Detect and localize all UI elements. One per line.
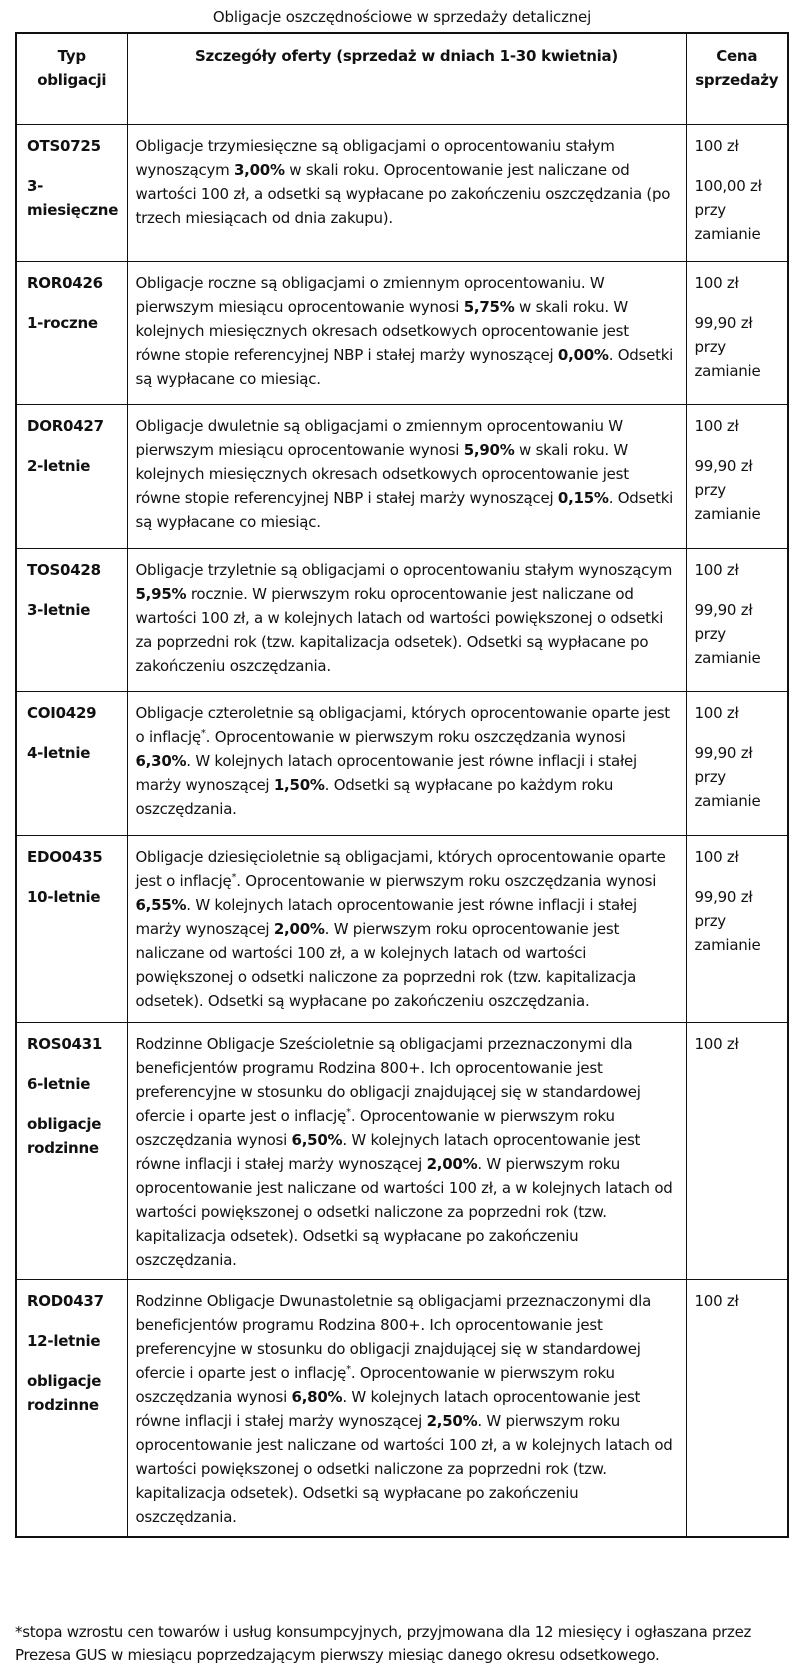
bond-code: ROD0437: [27, 1292, 104, 1310]
description-text: w skali roku. W kolejnych miesięcznych okresach odsetkowych oprocentowanie jest równe stopie referencyjnej NBP i stałej marży wynoszącej: [135, 441, 629, 507]
description-text: . W pierwszym roku oprocentowanie jest naliczane od wartości 100 zł, a w kolejnych latach od wartości powiększonej o odsetki naliczone za poprzedni rok (tzw. kapitalizacja odsetek). Odsetki są wypłacane po zakończeniu oszczędzania.: [135, 1155, 673, 1269]
bond-code: ROS0431: [27, 1035, 103, 1053]
offer-description: [136, 558, 676, 678]
table-row: [16, 1280, 788, 1537]
swap-price: 99,90 zł przy zamianie: [694, 457, 761, 523]
footnote-marker: *: [231, 872, 237, 883]
table-row: [16, 1023, 788, 1280]
bond-term: 1-roczne: [27, 314, 98, 332]
table-caption: Obligacje oszczędnościowe w sprzedaży detalicznej: [212, 8, 592, 26]
footnote-marker: *: [346, 1107, 351, 1118]
swap-price: 99,90 zł przy zamianie: [694, 314, 761, 380]
interest-rate-value: 3,00%: [233, 161, 285, 179]
bond-type-cell: [16, 549, 127, 692]
interest-rate-value: 2,00%: [273, 920, 325, 938]
footnote-marker: *: [200, 728, 206, 739]
interest-rate-value: 6,55%: [135, 896, 187, 914]
swap-price: 99,90 zł przy zamianie: [694, 601, 761, 667]
bond-code: ROR0426: [27, 274, 103, 292]
description-text: Obligacje dwuletnie są obligacjami o zmiennym oprocentowaniu W pierwszym miesiącu oprocentowanie wynosi: [135, 417, 623, 459]
table-row: [16, 125, 788, 262]
bond-code: OTS0725: [27, 137, 101, 155]
interest-rate-value: 0,00%: [557, 346, 609, 364]
interest-rate-value: 6,50%: [291, 1131, 343, 1149]
swap-price: 99,90 zł przy zamianie: [694, 888, 761, 954]
description-text: Rodzinne Obligacje Sześcioletnie są obligacjami przeznaczonymi dla beneficjentów programu Rodzina 800+. Ich oprocentowanie jest preferencyjne w stosunku do obligacji znajdującej się w standardowej ofercie i oparte jest o inflację: [135, 1035, 641, 1125]
bond-term: 2-letnie: [27, 457, 91, 475]
header-price: Cena sprzedaży: [686, 33, 788, 125]
header-details: Szczegóły oferty (sprzedaż w dniach 1-30 kwietnia): [127, 33, 686, 125]
bond-term: 3-letnie: [27, 601, 91, 619]
bond-category: obligacje rodzinne: [27, 1372, 102, 1414]
description-text: rocznie. W pierwszym roku oprocentowanie jest naliczane od wartości 100 zł, a w kolejnych latach od wartości powiększonej o odsetki za poprzedni rok (tzw. kapitalizacja odsetek). Odsetki są wypłacane po zakończeniu oszczędzania.: [135, 585, 664, 675]
description-text: Obligacje trzymiesięczne są obligacjami o oprocentowaniu stałym wynoszącym: [135, 137, 615, 179]
bond-type-cell: [16, 836, 127, 1023]
bond-code: DOR0427: [27, 417, 104, 435]
description-text: w skali roku. Oprocentowanie jest naliczane od wartości 100 zł, a odsetki są wypłacane po zakończeniu oszczędzania (po trzech miesiącach od dnia zakupu).: [135, 161, 671, 227]
description-text: . Oprocentowanie w pierwszym roku oszczędzania wynosi: [205, 728, 626, 746]
offer-details-cell: [127, 262, 686, 405]
bond-type-cell: [16, 405, 127, 549]
interest-rate-value: 5,95%: [135, 585, 187, 603]
price-cell: [686, 405, 788, 549]
interest-rate-value: 6,30%: [135, 752, 187, 770]
price-cell: [686, 1280, 788, 1537]
price-cell: [686, 692, 788, 836]
swap-price: 99,90 zł przy zamianie: [694, 744, 761, 810]
offer-description: [136, 1289, 676, 1529]
description-text: . Odsetki są wypłacane co miesiąc.: [135, 346, 674, 388]
table-row: [16, 836, 788, 1023]
price-cell: [686, 262, 788, 405]
bonds-table: [15, 32, 789, 1538]
bond-term: 3-miesięczne: [27, 177, 119, 219]
description-text: . Oprocentowanie w pierwszym roku oszczędzania wynosi: [236, 872, 657, 890]
description-text: . Oprocentowanie w pierwszym roku oszczędzania wynosi: [135, 1364, 615, 1406]
sale-price: 100 zł: [694, 417, 739, 435]
offer-description: [136, 134, 676, 230]
bond-type-cell: [16, 1280, 127, 1537]
description-text: . Odsetki są wypłacane po każdym roku oszczędzania.: [135, 776, 614, 818]
interest-rate-value: 5,90%: [463, 441, 515, 459]
footnote: *stopa wzrostu cen towarów i usług konsumpcyjnych, przyjmowana dla 12 miesięcy i ogłaszana przez Prezesa GUS w miesiącu poprzedzającym pierwszy miesiąc danego okresu odsetkowego.: [15, 1623, 752, 1664]
header-type: Typ obligacji: [16, 33, 127, 125]
bond-term: 12-letnie: [27, 1332, 101, 1350]
bond-type-cell: [16, 125, 127, 262]
bond-term: 4-letnie: [27, 744, 91, 762]
sale-price: 100 zł: [694, 274, 739, 292]
bond-type-cell: [16, 692, 127, 836]
sale-price: 100 zł: [694, 704, 739, 722]
offer-details-cell: [127, 1023, 686, 1280]
offer-details-cell: [127, 836, 686, 1023]
offer-description: [136, 271, 676, 391]
description-text: . W kolejnych latach oprocentowanie jest równe inflacji i stałej marży wynoszącej: [135, 896, 637, 938]
sale-price: 100 zł: [694, 848, 739, 866]
interest-rate-value: 6,80%: [291, 1388, 343, 1406]
offer-details-cell: [127, 549, 686, 692]
description-text: . W kolejnych latach oprocentowanie jest równe inflacji i stałej marży wynoszącej: [135, 752, 637, 794]
swap-price: 100,00 zł przy zamianie: [694, 177, 762, 243]
table-row: [16, 262, 788, 405]
description-text: Obligacje dziesięcioletnie są obligacjami, których oprocentowanie oparte jest o inflację: [135, 848, 666, 890]
description-text: Rodzinne Obligacje Dwunastoletnie są obligacjami przeznaczonymi dla beneficjentów programu Rodzina 800+. Ich oprocentowanie jest preferencyjne w stosunku do obligacji znajdującej się w standardowej ofercie i oparte jest o inflację: [135, 1292, 652, 1382]
bond-category: obligacje rodzinne: [27, 1115, 102, 1157]
sale-price: 100 zł: [694, 1292, 739, 1310]
description-text: Obligacje czteroletnie są obligacjami, których oprocentowanie oparte jest o inflację: [135, 704, 670, 746]
description-text: . W kolejnych latach oprocentowanie jest równe inflacji i stałej marży wynoszącej: [135, 1388, 641, 1430]
sale-price: 100 zł: [694, 137, 739, 155]
price-cell: [686, 549, 788, 692]
footnote-marker: *: [346, 1364, 351, 1375]
bond-type-cell: [16, 262, 127, 405]
description-text: w skali roku. W kolejnych miesięcznych okresach odsetkowych oprocentowanie jest równe stopie referencyjnej NBP i stałej marży wynoszącej: [135, 298, 629, 364]
bond-code: TOS0428: [27, 561, 101, 579]
offer-details-cell: [127, 125, 686, 262]
table-row: [16, 692, 788, 836]
price-cell: [686, 1023, 788, 1280]
bond-term: 10-letnie: [27, 888, 101, 906]
table-row: [16, 549, 788, 692]
bond-type-cell: [16, 1023, 127, 1280]
description-text: Obligacje roczne są obligacjami o zmiennym oprocentowaniu. W pierwszym miesiącu oprocentowanie wynosi: [135, 274, 605, 316]
offer-description: [136, 845, 676, 1013]
interest-rate-value: 2,00%: [426, 1155, 478, 1173]
offer-description: [136, 414, 676, 534]
description-text: Obligacje trzyletnie są obligacjami o oprocentowaniu stałym wynoszącym: [135, 561, 673, 579]
interest-rate-value: 0,15%: [557, 489, 609, 507]
price-cell: [686, 125, 788, 262]
bond-term: 6-letnie: [27, 1075, 91, 1093]
sale-price: 100 zł: [694, 1035, 739, 1053]
description-text: . Oprocentowanie w pierwszym roku oszczędzania wynosi: [135, 1107, 615, 1149]
price-cell: [686, 836, 788, 1023]
interest-rate-value: 5,75%: [463, 298, 515, 316]
sale-price: 100 zł: [694, 561, 739, 579]
bond-code: EDO0435: [27, 848, 103, 866]
interest-rate-value: 2,50%: [426, 1412, 478, 1430]
description-text: . W pierwszym roku oprocentowanie jest naliczane od wartości 100 zł, a w kolejnych latach od wartości powiększonej o odsetki naliczone za poprzedni rok (tzw. kapitalizacja odsetek). Odsetki są wypłacane po zakończeniu oszczędzania.: [135, 1412, 673, 1526]
offer-description: [136, 1032, 676, 1272]
offer-details-cell: [127, 1280, 686, 1537]
offer-details-cell: [127, 692, 686, 836]
header-row: [16, 33, 788, 125]
offer-description: [136, 701, 676, 821]
offer-details-cell: [127, 405, 686, 549]
interest-rate-value: 1,50%: [273, 776, 325, 794]
description-text: . Odsetki są wypłacane co miesiąc.: [135, 489, 674, 531]
description-text: . W kolejnych latach oprocentowanie jest równe inflacji i stałej marży wynoszącej: [135, 1131, 641, 1173]
table-row: [16, 405, 788, 549]
description-text: . W pierwszym roku oprocentowanie jest naliczane od wartości 100 zł, a w kolejnych latach od wartości powiększonej o odsetki naliczone za poprzedni rok (tzw. kapitalizacja odsetek). Odsetki są wypłacane po zakończeniu oszczędzania.: [135, 920, 637, 1010]
bond-code: COI0429: [27, 704, 97, 722]
